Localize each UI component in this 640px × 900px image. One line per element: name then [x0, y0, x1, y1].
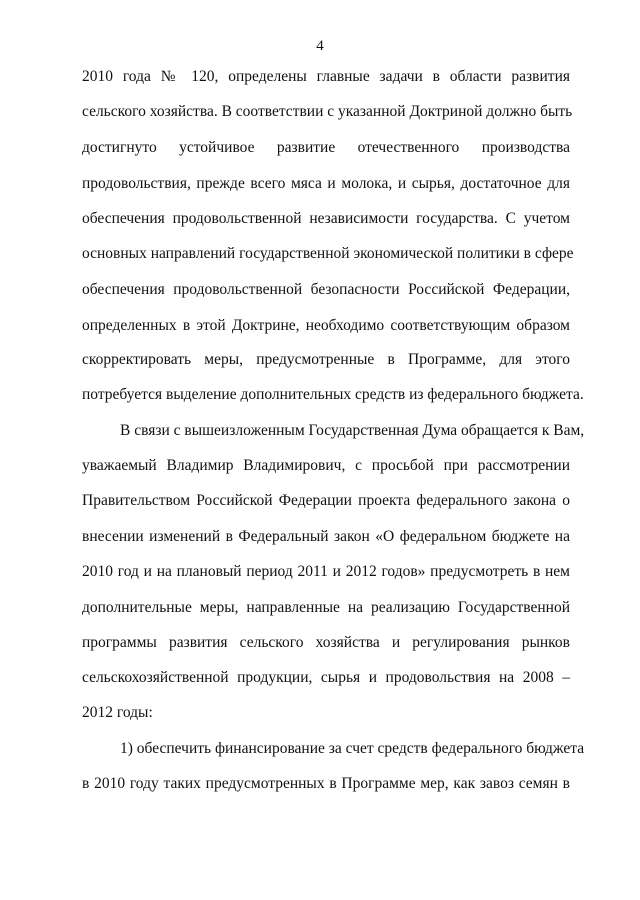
text-line: сельского хозяйства. В соответствии с указанной Доктриной должно быть [82, 103, 573, 120]
text-line: потребуется выделение дополнительных средств из федерального бюджета. [82, 386, 584, 403]
text-line: Правительством Российской Федерации проекта федерального закона о [82, 492, 570, 509]
paragraph-start-line: 1) обеспечить финансирование за счет средств федерального бюджета [120, 740, 585, 757]
text-line: внесении изменений в Федеральный закон «О федеральном бюджете на [82, 528, 570, 545]
text-line: 2010 года № 120, определены главные задачи в области развития [82, 68, 570, 85]
text-line: скорректировать меры, предусмотренные в Программе, для этого [82, 351, 570, 368]
text-line: определенных в этой Доктрине, необходимо соответствующим образом [82, 317, 570, 334]
text-line: программы развития сельского хозяйства и регулирования рынков [82, 634, 570, 651]
text-line: дополнительные меры, направленные на реализацию Государственной [82, 599, 570, 616]
text-line: сельскохозяйственной продукции, сырья и продовольствия на 2008 – [82, 669, 570, 686]
text-line: обеспечения продовольственной безопасности Российской Федерации, [82, 281, 570, 298]
text-line: обеспечения продовольственной независимости государства. С учетом [82, 210, 570, 227]
text-line: достигнуто устойчивое развитие отечественного производства [82, 139, 570, 156]
text-line: основных направлений государственной экономической политики в сфере [82, 245, 574, 262]
text-line: уважаемый Владимир Владимирович, с просьбой при рассмотрении [82, 457, 570, 474]
text-line: 2012 годы: [82, 704, 153, 721]
text-line: в 2010 году таких предусмотренных в Программе мер, как завоз семян в [82, 775, 570, 792]
text-line: 2010 год и на плановый период 2011 и 2012 годов» предусмотреть в нем [82, 563, 570, 580]
text-line: продовольствия, прежде всего мяса и молока, и сырья, достаточное для [82, 175, 570, 192]
page-number: 4 [316, 38, 324, 54]
paragraph-start-line: В связи с вышеизложенным Государственная Дума обращается к Вам, [120, 422, 585, 439]
